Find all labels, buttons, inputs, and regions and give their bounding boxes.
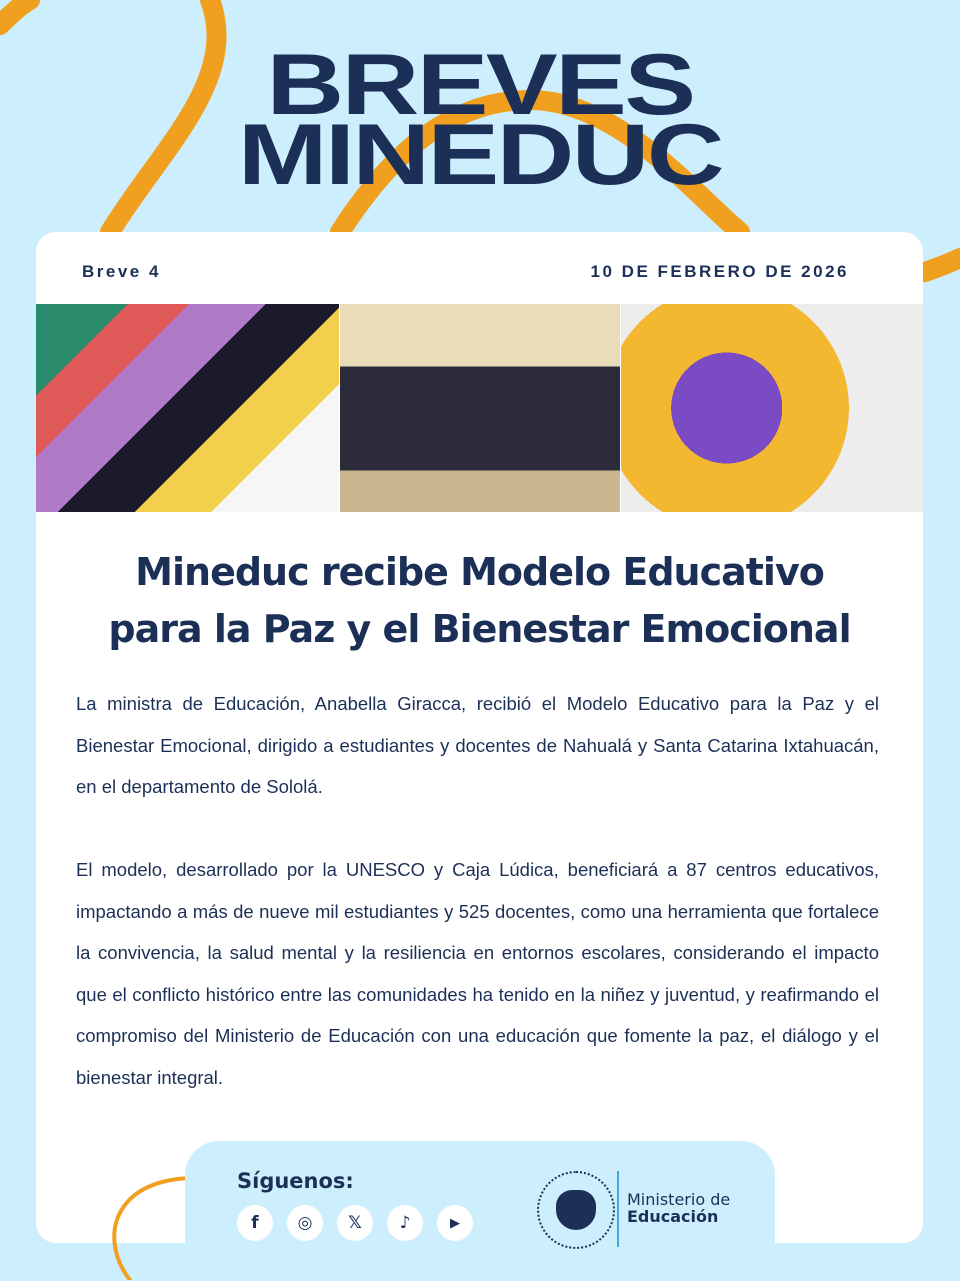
social-links xyxy=(237,1205,473,1241)
ministry-name-line1: Ministerio de xyxy=(627,1190,731,1209)
footer xyxy=(185,1141,775,1281)
article-body xyxy=(76,683,879,1140)
headline-line2: para la Paz y el Bienestar Emocional xyxy=(108,607,851,651)
tiktok-icon[interactable]: ♪ xyxy=(387,1205,423,1241)
coat-of-arms-icon xyxy=(556,1190,596,1230)
news-card xyxy=(36,232,923,1243)
headline xyxy=(36,544,923,658)
ministry-name-line2: Educación xyxy=(627,1207,719,1226)
headline-line1: Mineduc recibe Modelo Educativo xyxy=(135,550,824,594)
photo-emotion-wheel xyxy=(621,304,923,512)
photo-group-event xyxy=(340,304,621,512)
divider xyxy=(617,1171,619,1247)
facebook-icon[interactable]: f xyxy=(237,1205,273,1241)
photo-strip xyxy=(36,304,923,512)
instagram-icon[interactable]: ◎ xyxy=(287,1205,323,1241)
follow-label: Síguenos: xyxy=(237,1169,354,1193)
brand-title-line1: BREVES xyxy=(266,37,694,133)
guatemala-seal-logo xyxy=(537,1171,615,1249)
brand-title-line2: MINEDUC xyxy=(237,107,723,203)
youtube-icon[interactable]: ▶ xyxy=(437,1205,473,1241)
paragraph: La ministra de Educación, Anabella Giracca, recibió el Modelo Educativo para la Paz y el Bienestar Emocional, dirigido a estudiantes y docentes de Nahualá y Santa Catarina Ixtahuacán, en el departamento de Sololá. xyxy=(76,693,879,797)
x-icon[interactable]: 𝕏 xyxy=(337,1205,373,1241)
photo-educational-materials xyxy=(36,304,339,512)
breve-number: Breve 4 xyxy=(82,262,161,281)
publication-date: 10 DE FEBRERO DE 2026 xyxy=(590,262,849,281)
paragraph: El modelo, desarrollado por la UNESCO y Caja Lúdica, beneficiará a 87 centros educativos, impactando a más de nueve mil estudiantes y 525 docentes, como una herramienta que fortalece la convivencia, la salud mental y la resiliencia en entornos escolares, considerando el impacto que el conflicto histórico entre las comunidades ha tenido en la niñez y juventud, y reafirmando el compromiso del Ministerio de Educación con una educación que fomente la paz, el diálogo y el bienestar integral. xyxy=(76,859,879,1088)
